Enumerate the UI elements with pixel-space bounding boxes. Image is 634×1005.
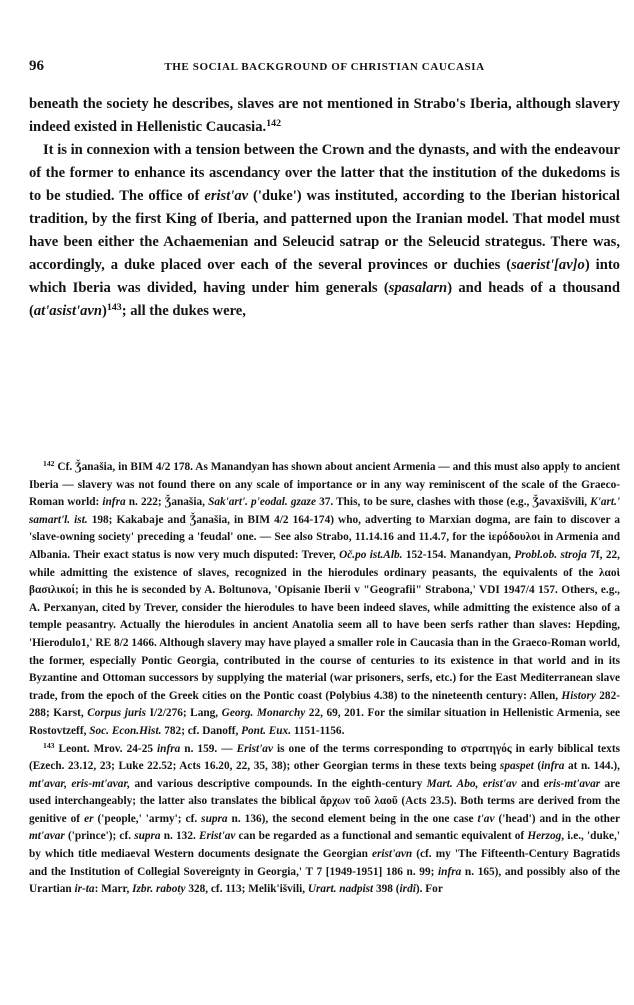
italic-ref: infra: [102, 496, 126, 509]
italic-ref: infra: [438, 865, 462, 878]
text-run: It is in connexion with a tension between the Crown and the dynasts, and with the endeavour of the former to enhance its ascendancy over the latter that the institution of the dukedoms is to be studied. The office of: [29, 142, 620, 204]
text-run: ('head') and in the other: [494, 812, 620, 825]
text-run: 37. This, to be sure, clashes with those (e.g., Ǯavaxišvili,: [315, 496, 591, 509]
text-run: and various descriptive compounds. In the eighth-century: [130, 777, 427, 790]
text-run: n. 132.: [160, 830, 199, 843]
italic-ref: K'art.' samart'l. ist.: [29, 496, 620, 526]
text-run: can be regarded as a functional and semantic equivalent of: [235, 830, 528, 843]
text-run: I/2/276; Lang,: [146, 707, 222, 720]
text-run: 782; cf. Danoff,: [161, 724, 242, 737]
text-run: 328, cf. 113; Melik'išvili,: [185, 883, 308, 896]
text-run: 7f, 22, while admitting the existence of slaves, recognized in the hierodules ordinary peasants, the equivalents of the λαοὶ βασιλικοί; in this he is seconded by A. Boltunova, 'Opisanie Iberii v "Geografii" Strabona,' VDI 1947/4 157. Others, e.g., A. Perxanyan, cited by Trever, consider the hierodules to have been indeed slaves, while admitting the existence also of a temple peasantry. Actually the hierodules in ancient Anatolia seem all to have been serfs rather than slaves: Hepding, 'Hierodulo1,' RE 8/2 1466. Although slavery may have played a smaller role in Caucasia than in the Graeco-Roman world, the former, especially Pontic Georgia, contributed in the course of centuries to its existence in that world and in its Byzantine and Ottoman successors by supplying the material (war prisoners, serfs, etc.) for the East Mediterranean slave trade, from the epoch of the Greek cities on the Pontic coast (Polybius 4.38) to the nineteenth century: Allen,: [29, 548, 621, 702]
text-run: 398 (: [373, 883, 400, 896]
italic-term: erist'av: [204, 188, 249, 204]
text-run: : Marr,: [94, 883, 133, 896]
footnote-143: [29, 741, 620, 899]
italic-ref: Pont. Eux.: [241, 724, 292, 737]
footnote-number: 143: [43, 740, 55, 750]
italic-ref: eris-mt'avar: [543, 777, 601, 790]
text-run: , i.e., 'duke,' by which title mediaeval Western documents designate the Georgian: [29, 830, 620, 861]
footnote-ref-143[interactable]: 143: [106, 302, 122, 314]
text-run: n. 222; Ǯanašia,: [125, 496, 209, 509]
text-run: ). For: [415, 883, 443, 896]
italic-term: at'asist'avn: [33, 303, 102, 319]
italic-term: spasalarn: [388, 280, 448, 296]
italic-ref: Sak'art'. p'eodal. gzaze: [208, 496, 316, 509]
italic-ref: Erist'av: [198, 830, 236, 843]
text-run: n. 159. —: [180, 742, 237, 755]
page-number: 96: [29, 58, 44, 74]
text-run: n. 165), and possibly also of the Urartian: [29, 865, 620, 896]
italic-ref: Izbr. raboty: [132, 883, 186, 896]
text-run: n. 136), the second element being in the one case: [227, 812, 478, 825]
text-run: and: [516, 777, 544, 790]
text-run: Cf. Ǯanašia, in BIM 4/2 178. As Manandyan has shown about ancient Armenia — and this must also apply to ancient Iberia — slavery was not found there on any scale of importance or in any way reminiscent of the scale of the Graeco-Roman world:: [29, 461, 620, 509]
text-run: 282-288; Karst,: [29, 689, 620, 720]
italic-ref: mt'avar, eris-mt'avar,: [29, 777, 131, 790]
text-run: Leont. Mrov. 24-25: [54, 742, 158, 755]
italic-ref: supra: [201, 812, 228, 825]
italic-ref: Corpus juris: [87, 707, 147, 720]
running-title: THE SOCIAL BACKGROUND OF CHRISTIAN CAUCASIA: [164, 61, 485, 73]
page-header: [29, 58, 620, 78]
italic-ref: ir-ta: [74, 883, 95, 896]
italic-ref: Soc. Econ.Hist.: [89, 724, 162, 737]
text-run: ): [102, 303, 107, 319]
text-run: ('prince'); cf.: [64, 830, 135, 843]
italic-ref: Probl.ob. stroja: [514, 548, 587, 561]
text-run: (cf. my 'The Fifteenth-Century Bagratids and the Institution of Collegial Sovereignty in Georgia,' T 7 [1949-1951] 186 n. 99;: [29, 848, 620, 878]
italic-ref: Herzog: [527, 830, 562, 843]
italic-ref: Mart. Abo, erist'av: [426, 777, 517, 790]
italic-ref: er: [84, 812, 94, 825]
footnote-ref-142[interactable]: 142: [266, 118, 282, 130]
text-run: ; all the dukes were,: [121, 303, 246, 319]
italic-ref: t'av: [477, 812, 495, 825]
text-run: 22, 69, 201. For the similar situation in Hellenistic Armenia, see Rostovtzeff,: [29, 707, 620, 737]
italic-ref: Erist'av: [236, 742, 273, 755]
italic-ref: irdi: [399, 883, 416, 896]
main-text: [29, 93, 620, 323]
text-run: ) and heads of a thousand (: [29, 280, 620, 319]
text-run: are used interchangeably; the latter also translates the biblical ἄρχων τοῦ λαοῦ (Acts 23.5). Both terms are derived from the genitive of: [29, 777, 620, 825]
footnotes: [29, 459, 620, 899]
italic-ref: infra: [541, 760, 565, 773]
text-run: is one of the terms corresponding to στρατηγός in early biblical texts (Ezech. 23.12, 23; Luke 22.52; Acts 16.20, 22, 35, 38); other Georgian terms in these texts being: [29, 742, 620, 773]
italic-ref: Georg. Monarchy: [221, 707, 306, 720]
paragraph-1: [29, 93, 620, 139]
paragraph-2: [29, 139, 620, 323]
italic-ref: erist'avn: [371, 848, 413, 861]
text-run: 1151-1156.: [291, 724, 345, 737]
italic-ref: History: [561, 689, 596, 702]
italic-ref: Oč.po ist.Alb.: [339, 548, 403, 561]
text-run: 152-154. Manandyan,: [402, 548, 515, 561]
paragraph-text: beneath the society he describes, slaves are not mentioned in Strabo's Iberia, although slavery indeed existed in Hellenistic Caucasia.: [29, 96, 620, 135]
italic-ref: infra: [157, 742, 181, 755]
italic-ref: supra: [134, 830, 161, 843]
italic-ref: mt'avar: [29, 830, 65, 843]
footnote-142: [29, 459, 620, 741]
footnote-number: 142: [43, 459, 55, 469]
text-run: 198; Kakabaje and Ǯanašia, in BIM 4/2 164-174) who, adverting to Marxian dogma, are fain to discover a 'slave-owning society' preceding a 'feudal' one. — See also Strabo, 11.14.16 and 11.4.7, for the ἱερόδουλοι in Armenia and Albania. Their exact status is now very much disputed: Trever,: [29, 513, 620, 561]
text-run: ('people,' 'army'; cf.: [93, 812, 202, 825]
text-run: ) into which Iberia was divided, having under him generals (: [29, 257, 620, 296]
text-run: ('duke') was instituted, according to the Iberian historical tradition, by the first King of Iberia, and patterned upon the Iranian model. That model must have been either the Achaemenian and Seleucid satrap or the Seleucid strategus. There was, accordingly, a duke placed over each of the several provinces or duchies (: [29, 188, 620, 273]
text-run: at n. 144.),: [564, 760, 620, 773]
italic-ref: Urart. nadpist: [307, 883, 374, 896]
text-run: (: [533, 760, 542, 773]
italic-ref: spaspet: [499, 760, 534, 773]
italic-term: saerist'[av]o: [511, 257, 585, 273]
